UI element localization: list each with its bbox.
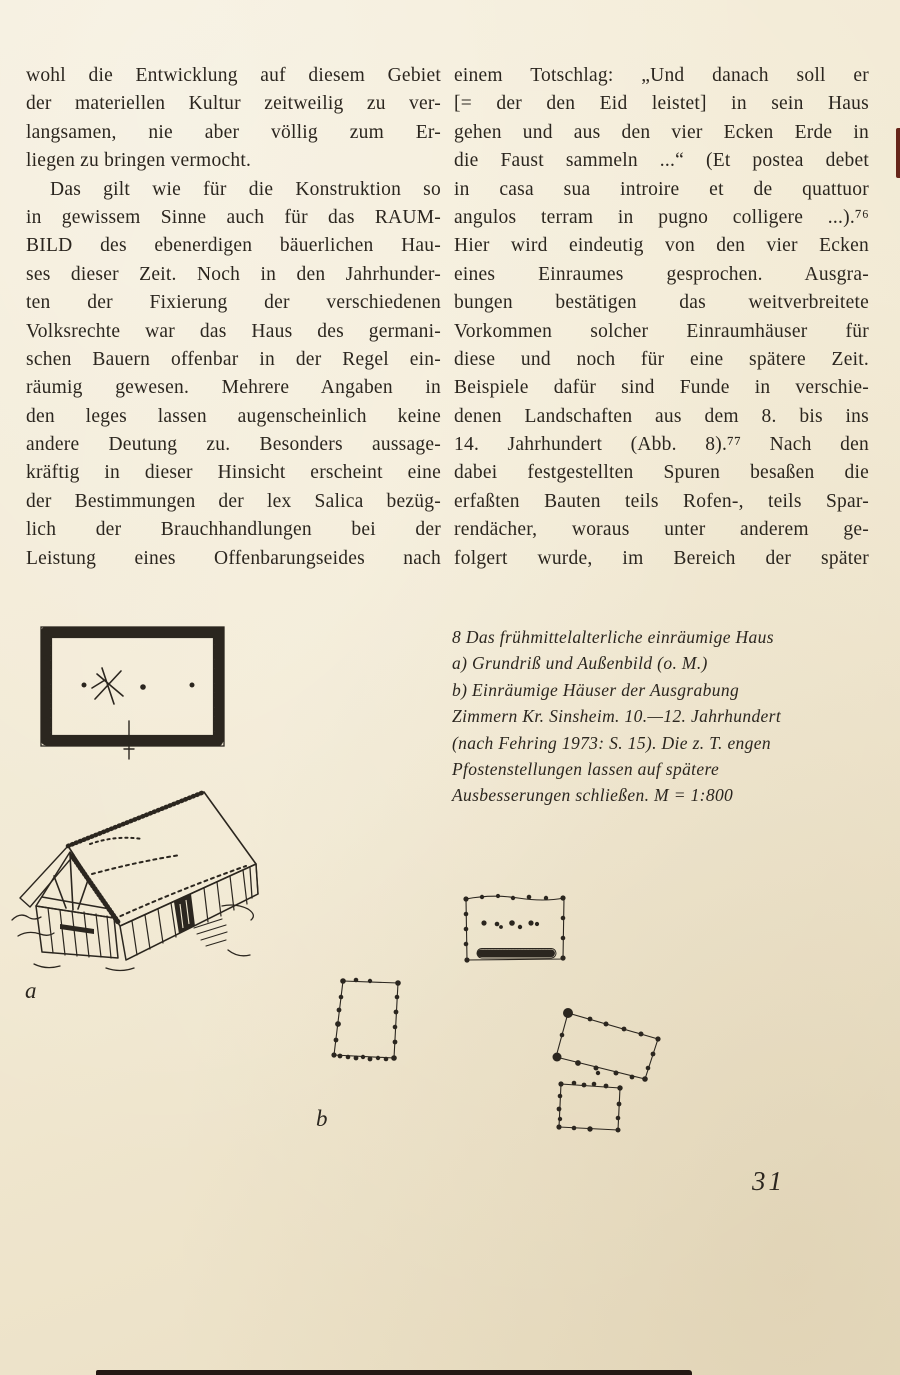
caption-line: 8 Das frühmittelalterliche einräumige Haus — [452, 627, 774, 647]
text-line: Das gilt wie für die Konstruktion so — [50, 178, 441, 200]
text-line: die Faust sammeln ...“ (Et postea debet — [454, 150, 869, 172]
text-line: schen Bauern offenbar in der Regel ein- — [26, 348, 441, 370]
figure-a-label: a — [25, 978, 37, 1003]
caption-line: (nach Fehring 1973: S. 15). Die z. T. engen — [452, 732, 771, 753]
text-line: lich der Brauchhandlungen bei der — [26, 519, 441, 541]
scan-edge-artifact-bottom — [96, 1370, 692, 1375]
text-line: Leistung eines Offenbarungseides nach — [26, 547, 441, 569]
text-line: denen Landschaften aus dem 8. bis ins — [454, 405, 869, 427]
text-line: wohl die Entwicklung auf diesem Gebiet — [26, 65, 441, 86]
text-line: BILD des ebenerdigen bäuerlichen Hau- — [26, 235, 441, 257]
text-line: räumig gewesen. Mehrere Angaben in — [26, 377, 441, 399]
text-line: dabei festgestellten Spuren besaßen die — [454, 462, 869, 484]
text-line: andere Deutung zu. Besonders aussage- — [26, 434, 441, 456]
text-line: in casa sua introire et de quattuor — [454, 178, 869, 200]
text-line: rendächer, woraus unter anderem ge- — [454, 519, 869, 541]
text-line: folgert wurde, im Bereich der später — [454, 547, 869, 569]
floorplan-b1-drawing — [452, 883, 582, 978]
text-line: gehen und aus den vier Ecken Erde in — [454, 121, 869, 143]
text-line: der Bestimmungen der lex Salica bezüg- — [26, 490, 441, 512]
right-text-column — [454, 62, 869, 573]
text-line: ten der Fixierung der verschiedenen — [26, 292, 441, 314]
text-line: ses dieser Zeit. Noch in den Jahrhunder- — [26, 263, 441, 285]
figure-b-label: b — [316, 1106, 328, 1131]
floorplan-a-drawing — [32, 618, 234, 760]
floorplan-b2-drawing — [328, 972, 418, 1072]
text-line: [= der den Eid leistet] in sein Haus — [454, 93, 869, 115]
text-line: in gewissem Sinne auch für das RAUM- — [26, 206, 441, 228]
caption-line: b) Einräumige Häuser der Ausgrabung — [452, 679, 740, 700]
text-line: angulos terram in pugno colligere ...).⁷⁶ — [454, 206, 869, 228]
floorplan-b3-b4-drawing — [548, 1000, 673, 1140]
text-line: den leges lassen augenscheinlich keine — [26, 405, 441, 427]
figure-caption — [452, 624, 887, 809]
text-line: Beispiele dafür sind Funde in verschie- — [454, 377, 869, 399]
caption-line: Pfostenstellungen lassen auf spätere — [452, 759, 720, 780]
text-line: Volksrechte war das Haus des germani- — [26, 320, 441, 342]
text-line: bungen bestätigen das weitverbreitete — [454, 292, 869, 314]
text-line: eines Einraumes gesprochen. Ausgra- — [454, 263, 869, 285]
left-text-column — [26, 62, 441, 573]
scan-edge-artifact-right — [896, 128, 900, 178]
text-line: diese und noch für eine spätere Zeit. — [454, 348, 869, 370]
house-exterior-drawing — [8, 778, 270, 980]
text-line: langsamen, nie aber völlig zum Er- — [26, 121, 441, 143]
text-line: einem Totschlag: „Und danach soll er — [454, 65, 869, 86]
text-line: der materiellen Kultur zeitweilig zu ver- — [26, 93, 441, 115]
text-line: kräftig in dieser Hinsicht erscheint eine — [26, 462, 441, 484]
text-line: 14. Jahrhundert (Abb. 8).⁷⁷ Nach den — [454, 434, 869, 456]
text-line: Hier wird eindeutig von den vier Ecken — [454, 235, 869, 257]
page-number: 31 — [752, 1166, 785, 1196]
caption-line: Ausbesserungen schließen. M = 1:800 — [452, 785, 734, 806]
text-line: Vorkommen solcher Einraumhäuser für — [454, 320, 869, 342]
text-line: liegen zu bringen vermocht. — [26, 150, 252, 172]
caption-line: Zimmern Kr. Sinsheim. 10.—12. Jahrhundert — [452, 706, 782, 727]
caption-line: a) Grundriß und Außenbild (o. M.) — [452, 653, 708, 674]
text-line: erfaßten Bauten teils Rofen-, teils Spar- — [454, 490, 869, 512]
